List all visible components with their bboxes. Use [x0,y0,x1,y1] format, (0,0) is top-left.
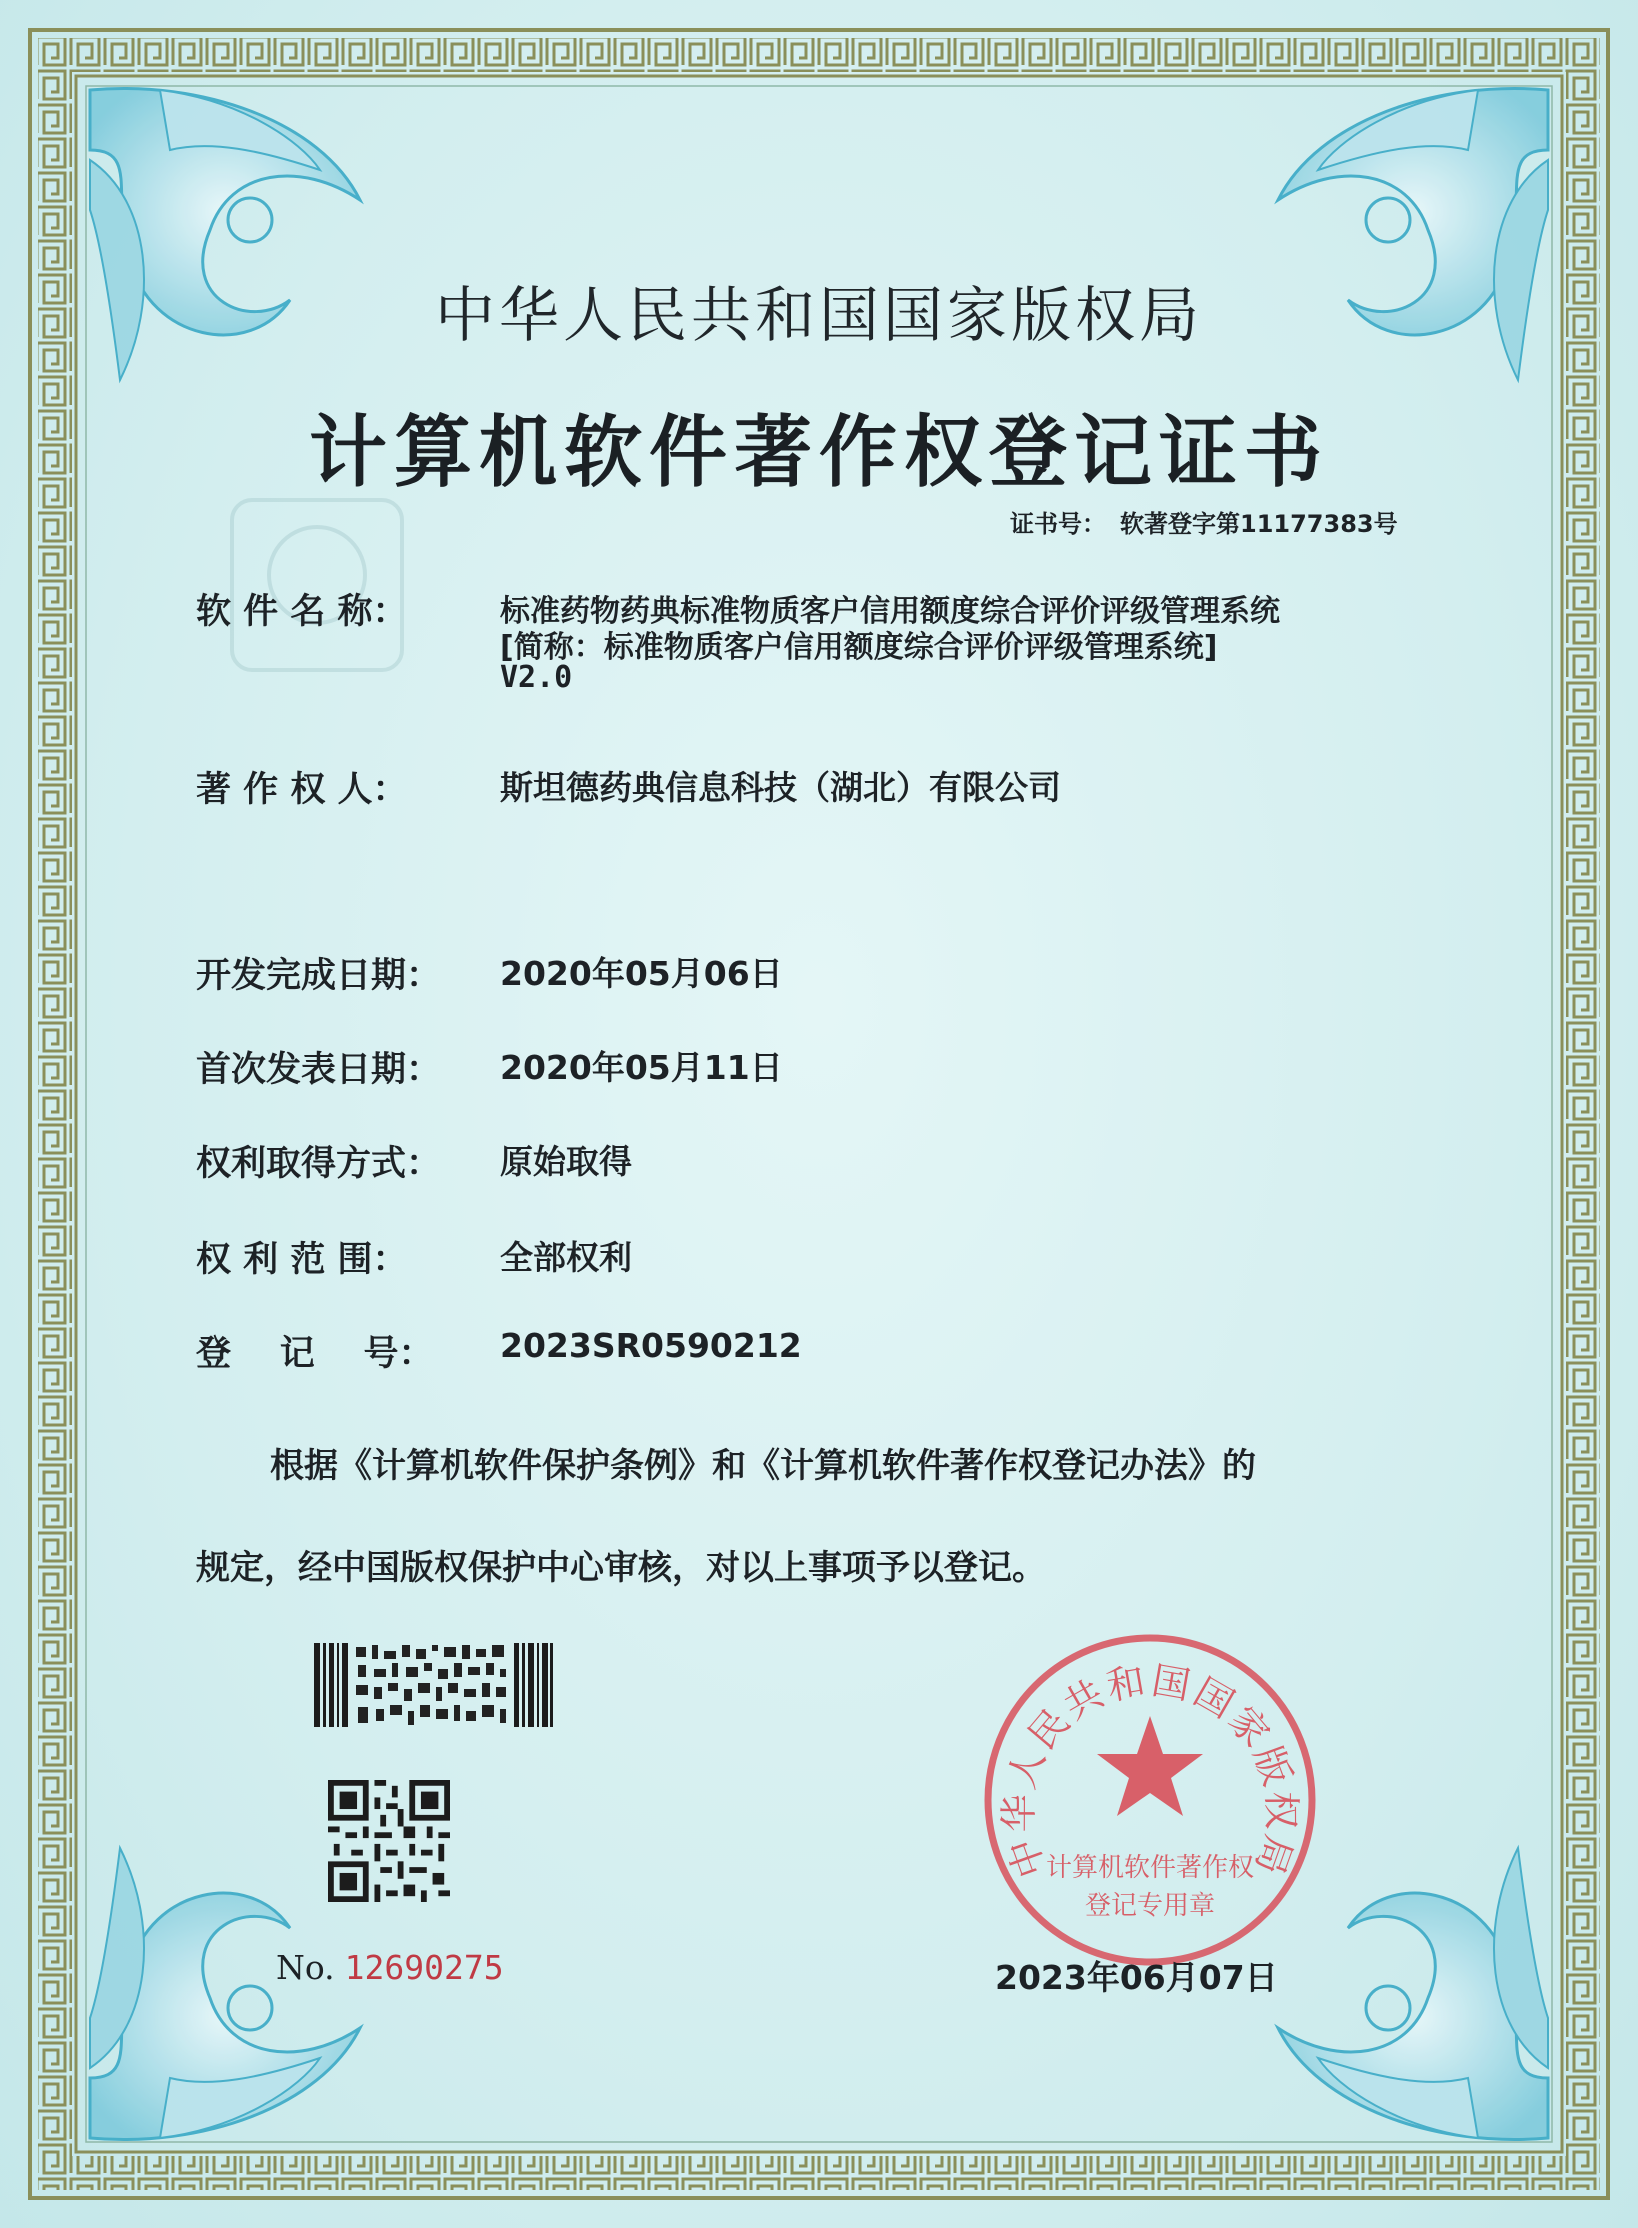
software-name-line1: 标准药物药典标准物质客户信用额度综合评价评级管理系统 [500,594,1280,629]
issue-date: 2023年06月07日 [995,1958,1278,1997]
serial-number [276,1948,504,1987]
statement-line1: 根据《计算机软件保护条例》和《计算机软件著作权登记办法》的 [270,1446,1256,1486]
dev-date-label: 开发完成日期： [196,956,442,996]
acquire-label: 权利取得方式： [196,1144,442,1184]
software-name-label: 软 件 名 称： [196,592,408,632]
scope-value: 全部权利 [500,1238,632,1277]
certificate-number [1010,504,1398,539]
authority-title: 中华人民共和国国家版权局 [435,281,1203,351]
serial-number-value: 12690275 [344,1948,504,1987]
certificate-number-value: 软著登字第11177383号 [1120,510,1398,538]
pub-date-label: 首次发表日期： [196,1050,442,1090]
pub-date-value: 2020年05月11日 [500,1048,783,1087]
reg-no-value: 2023SR0590212 [500,1326,802,1365]
software-name-line2: [简称：标准物质客户信用额度综合评价评级管理系统] [500,630,1218,665]
software-version: V2.0 [500,660,573,695]
owner-value: 斯坦德药典信息科技（湖北）有限公司 [500,768,1061,807]
svg-text:计算机软件著作权: 计算机软件著作权 [1045,1853,1255,1883]
certificate-title: 计算机软件著作权登记证书 [308,408,1329,498]
barcode [314,1643,554,1727]
svg-text:中华人民共和国国家版权局: 中华人民共和国国家版权局 [996,1658,1304,1884]
official-seal [980,1630,1320,1970]
certificate-number-label: 证书号： [1010,510,1106,538]
svg-text:登记专用章: 登记专用章 [1084,1891,1216,1921]
dev-date-value: 2020年05月06日 [500,954,783,993]
acquire-value: 原始取得 [500,1142,632,1181]
qr-code [328,1780,450,1902]
serial-number-label: No. [276,1948,335,1987]
owner-label: 著 作 权 人： [196,770,408,810]
star-icon [1097,1716,1203,1816]
reg-no-label: 登 记 号： [196,1334,434,1374]
scope-label: 权 利 范 围： [196,1240,408,1280]
statement-line2: 规定，经中国版权保护中心审核，对以上事项予以登记。 [196,1548,1046,1588]
